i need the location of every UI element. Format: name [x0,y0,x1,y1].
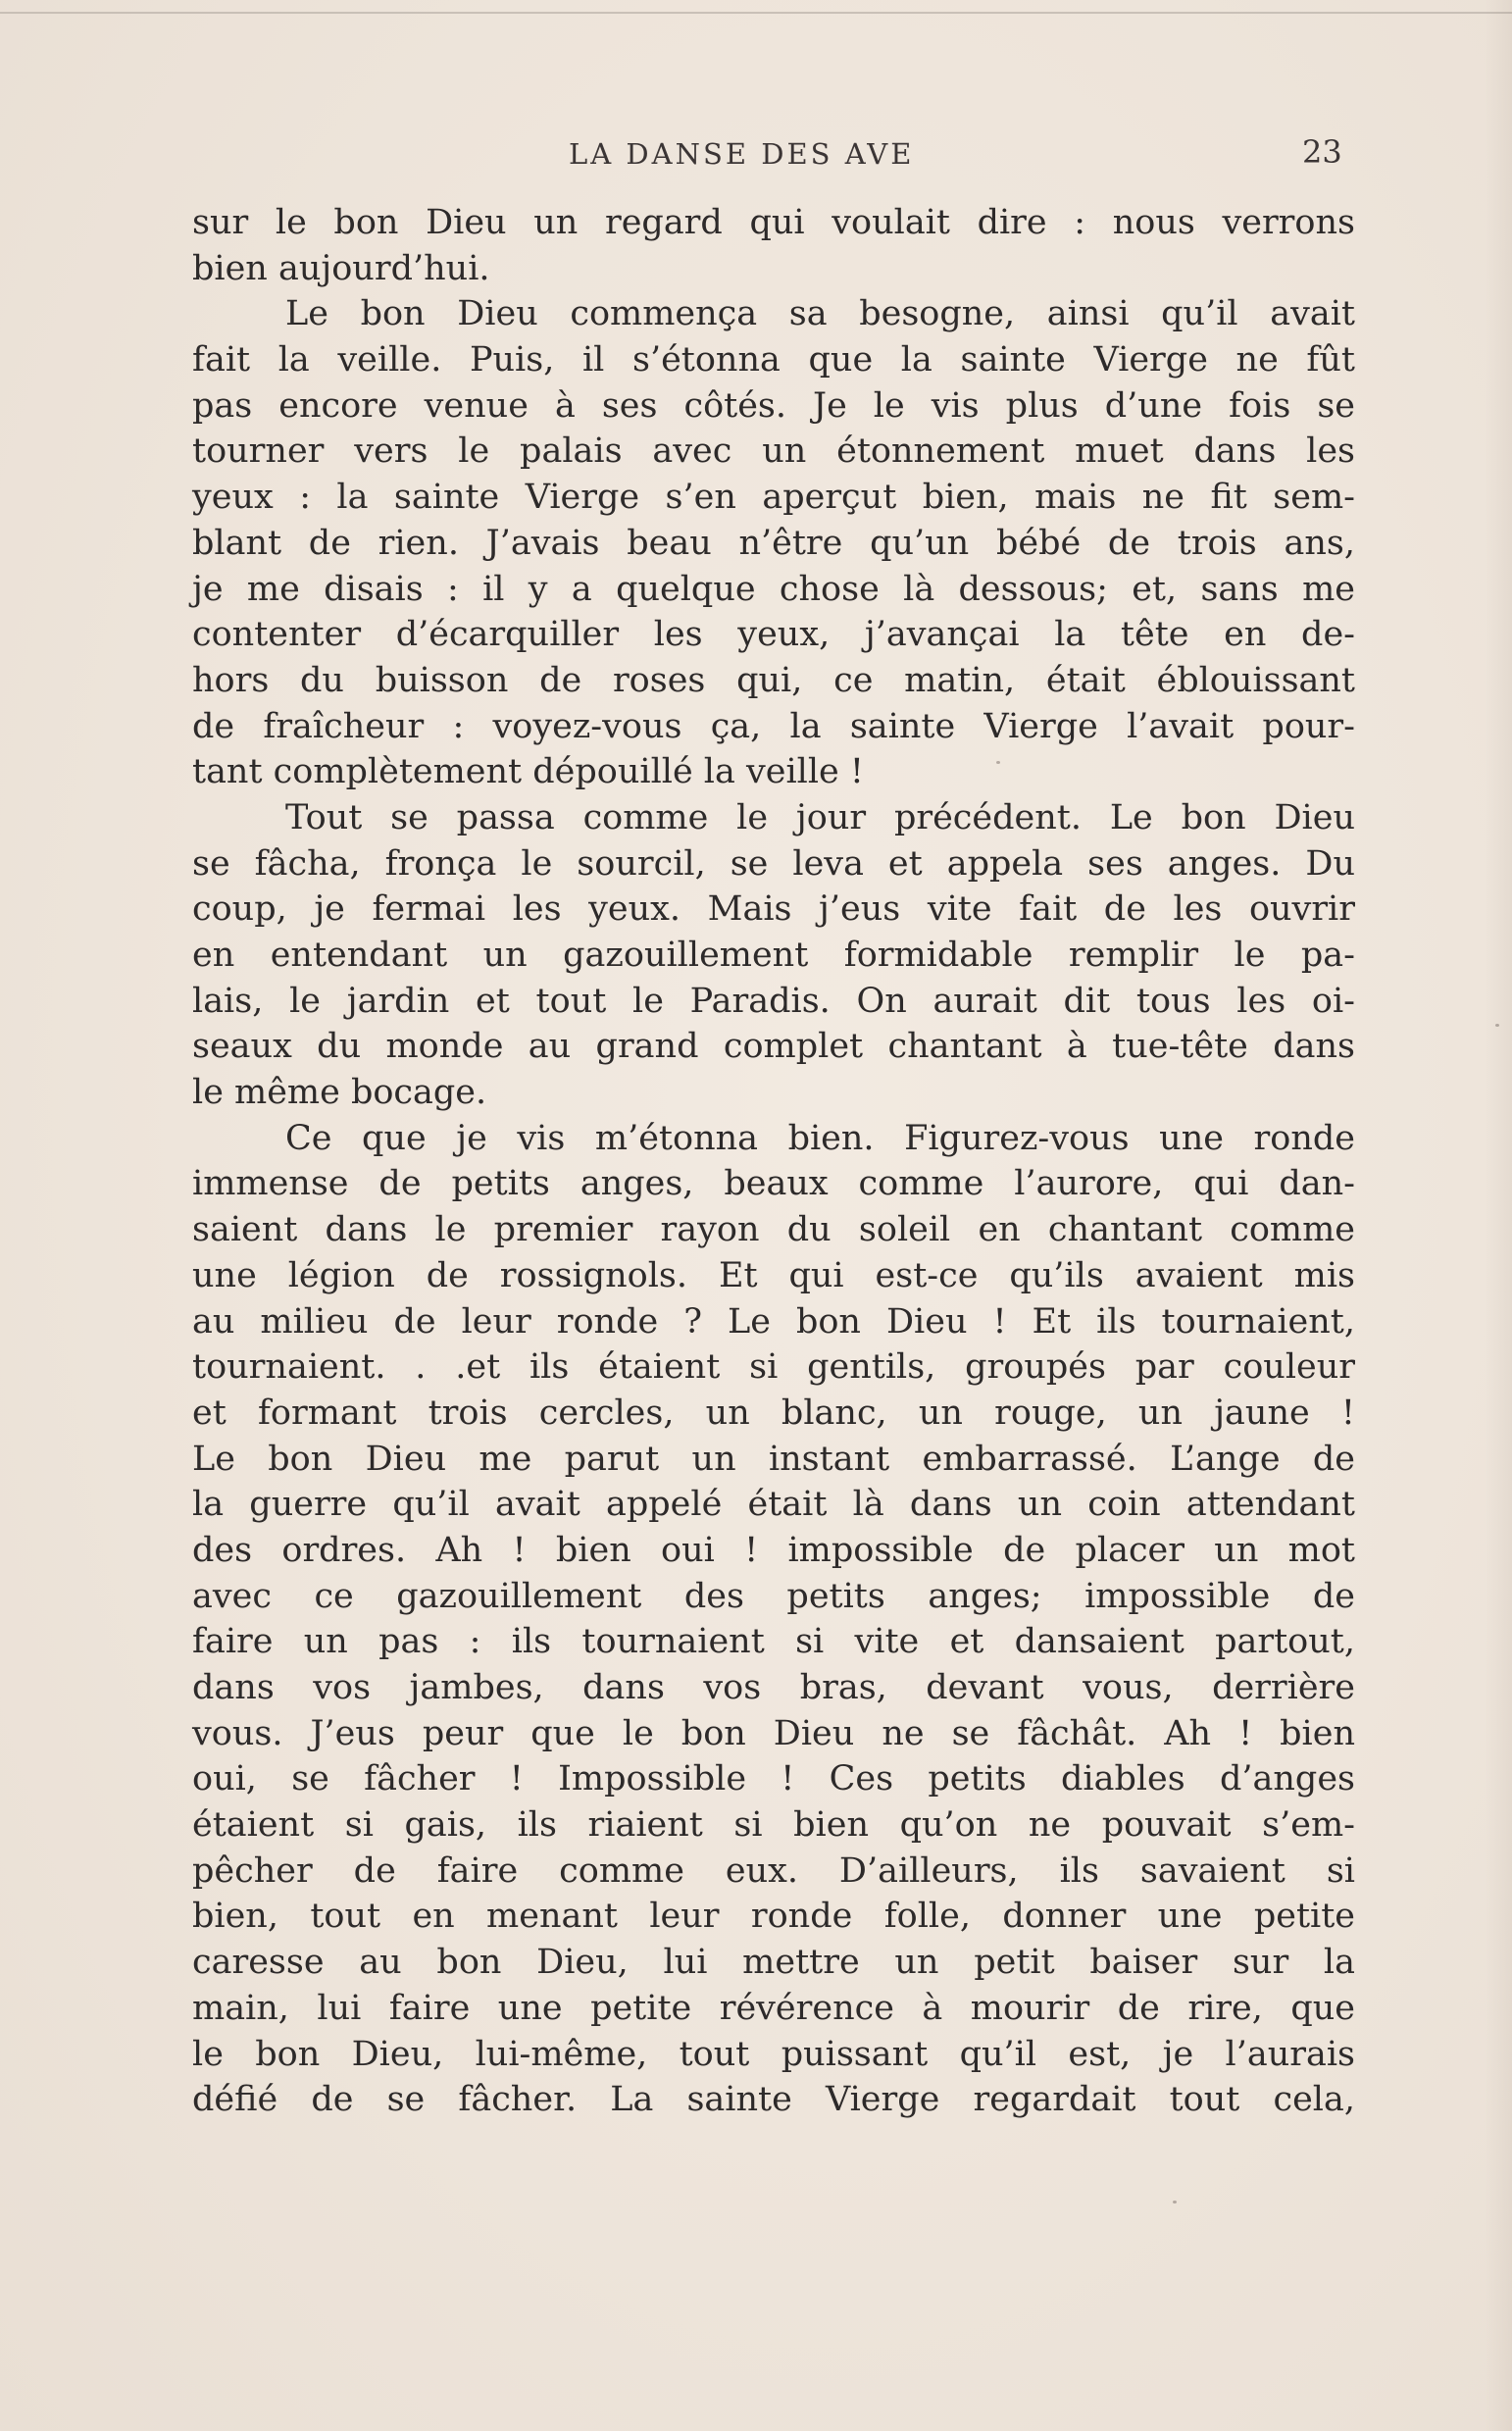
text-line: au milieu de leur ronde ? Le bon Dieu ! Et ils tournaient, [192,1301,1355,1342]
text-line: yeux : la sainte Vierge s’en aperçut bien, mais ne fit sem- [192,478,1355,518]
text-line: défié de se fâcher. La sainte Vierge regardait tout cela, [192,2080,1355,2120]
text-line: Ce que je vis m’étonna bien. Figurez-vous une ronde [285,1118,1355,1158]
text-line: main, lui faire une petite révérence à mourir de rire, que [192,1988,1355,2028]
paper-speck [996,761,1000,764]
text-line: sur le bon Dieu un regard qui voulait dire : nous verrons [192,203,1355,242]
text-line: dans vos jambes, dans vos bras, devant vous, derrière [192,1668,1355,1707]
text-line: Le bon Dieu me parut un instant embarrassé. L’ange de [192,1439,1355,1479]
text-line: fait la veille. Puis, il s’étonna que la sainte Vierge ne fût [192,340,1355,380]
text-line: seaux du monde au grand complet chantant à tue-tête dans [192,1027,1355,1067]
paper-speck [1495,1024,1499,1027]
text-line: immense de petits anges, beaux comme l’aurore, qui dan- [192,1164,1355,1204]
text-line: pêcher de faire comme eux. D’ailleurs, ils savaient si [192,1850,1355,1891]
text-line: de fraîcheur : voyez-vous ça, la sainte Vierge l’avait pour- [192,706,1355,746]
text-line: le bon Dieu, lui-même, tout puissant qu’il est, je l’aurais [192,2034,1355,2074]
text-line: pas encore venue à ses côtés. Je le vis plus d’une fois se [192,385,1355,426]
text-line: tournaient. . .et ils étaient si gentils, groupés par couleur [192,1347,1355,1388]
text-line: faire un pas : ils tournaient si vite et dansaient partout, [192,1622,1355,1662]
text-line: coup, je fermai les yeux. Mais j’eus vite fait de les ouvrir [192,889,1355,930]
text-line: des ordres. Ah ! bien oui ! impossible de placer un mot [192,1530,1355,1570]
text-line: en entendant un gazouillement formidable remplir le pa- [192,936,1355,975]
text-line: Le bon Dieu commença sa besogne, ainsi qu’il avait [285,294,1355,334]
body-text [192,200,1355,2123]
text-line: et formant trois cercles, un blanc, un rouge, un jaune ! [192,1393,1355,1433]
text-line: lais, le jardin et tout le Paradis. On aurait dit tous les oi- [192,981,1355,1021]
text-line: tant complètement dépouillé la veille ! [192,752,864,792]
text-line: Tout se passa comme le jour précédent. Le bon Dieu [285,797,1355,837]
paper-speck [1173,2201,1177,2203]
right-edge-shadow [1485,0,1512,2431]
text-line: vous. J’eus peur que le bon Dieu ne se fâchât. Ah ! bien [192,1713,1355,1753]
text-line: oui, se fâcher ! Impossible ! Ces petits diables d’anges [192,1759,1355,1799]
text-line: une légion de rossignols. Et qui est-ce qu’ils avaient mis [192,1255,1355,1295]
text-line: je me disais : il y a quelque chose là dessous; et, sans me [192,569,1355,609]
text-line: contenter d’écarquiller les yeux, j’avançai la tête en de- [192,615,1355,655]
text-line: bien aujourd’hui. [192,248,490,288]
top-edge-line [0,12,1512,14]
text-line: blant de rien. J’avais beau n’être qu’un bébé de trois ans, [192,523,1355,563]
text-line: tourner vers le palais avec un étonnement muet dans les [192,431,1355,472]
text-line: caresse au bon Dieu, lui mettre un petit baiser sur la [192,1943,1355,1983]
text-line: saient dans le premier rayon du soleil en chantant comme [192,1210,1355,1250]
text-line: avec ce gazouillement des petits anges; impossible de [192,1576,1355,1616]
page-number: 23 [1302,133,1342,171]
text-line: la guerre qu’il avait appelé était là dans un coin attendant [192,1485,1355,1525]
running-head: LA DANSE DES AVE [569,137,915,171]
text-line: se fâcha, fronça le sourcil, se leva et appela ses anges. Du [192,843,1355,884]
text-line: étaient si gais, ils riaient si bien qu’on ne pouvait s’em- [192,1805,1355,1846]
text-line: le même bocage. [192,1073,487,1113]
text-line: hors du buisson de roses qui, ce matin, était éblouissant [192,660,1355,700]
text-line: bien, tout en menant leur ronde folle, donner une petite [192,1897,1355,1937]
